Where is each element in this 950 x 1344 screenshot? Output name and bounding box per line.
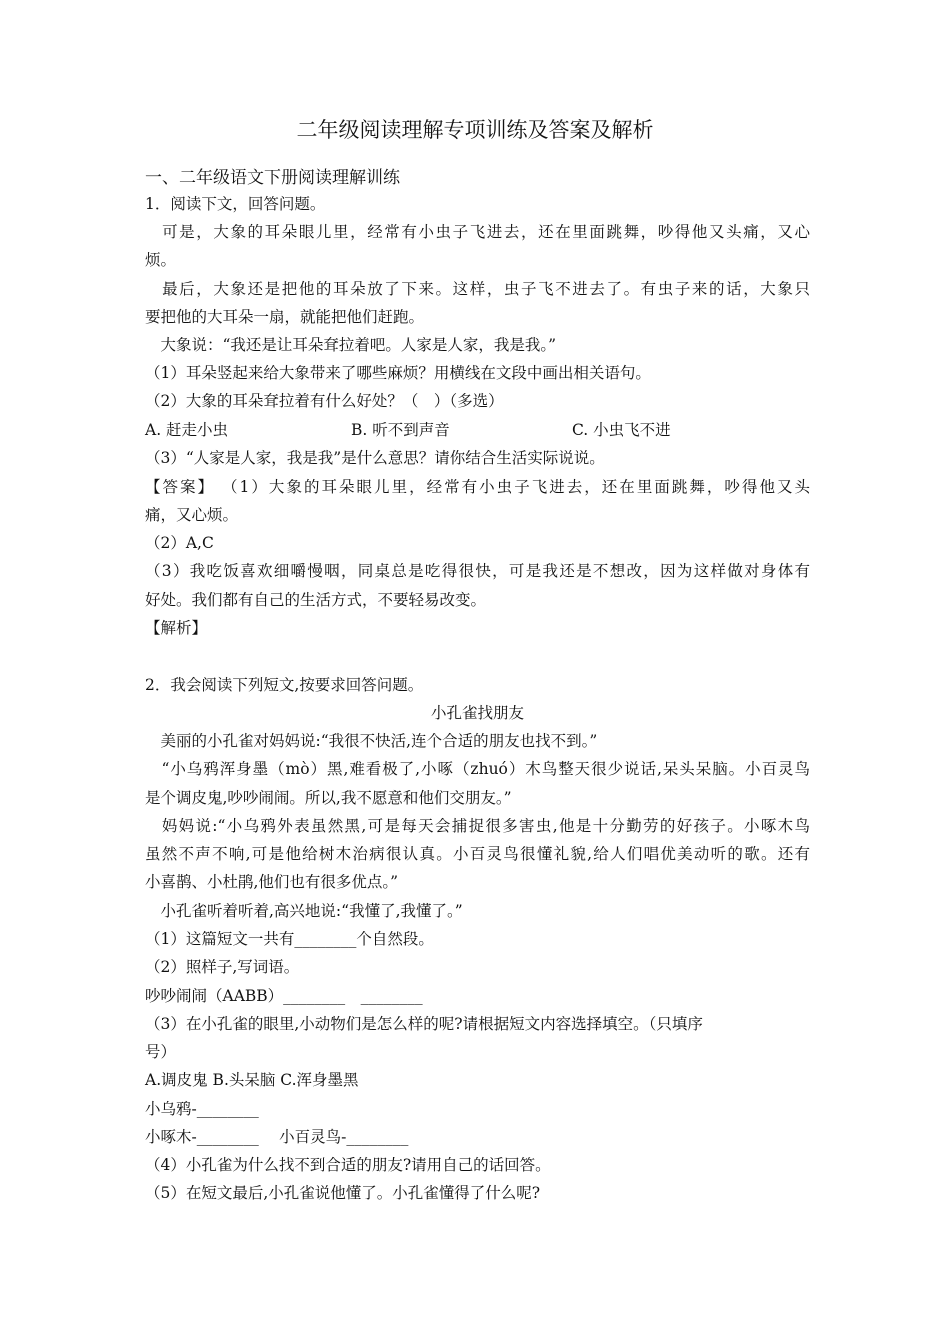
q2-sub4: （4）小孔雀为什么找不到合适的朋友?请用自己的话回答。 [145,1156,551,1174]
section-heading: 一、二年级语文下册阅读理解训练 [145,168,400,188]
q1-passage-p1-line1: 可是，大象的耳朵眼儿里，经常有小虫子飞进去，还在里面跳舞，吵得他又头痛，又心 [145,223,810,241]
q1-answer3-line2: 好处。我们都有自己的生活方式，不要轻易改变。 [145,591,487,609]
q2-story-line4: 小孔雀听着听着,高兴地说:“我懂了,我懂了。” [145,902,463,920]
q1-stem: 1．阅读下文，回答问题。 [145,195,326,213]
q2-sub5: （5）在短文最后,小孔雀说他懂了。小孔雀懂得了什么呢? [145,1184,541,1202]
q2-sub3-line2: 号） [145,1043,177,1061]
q2-story-line3c: 小喜鹊、小杜鹃,他们也有很多优点。” [145,873,399,891]
q2-fill-woodpecker-lark: 小啄木-________ 小百灵鸟-________ [145,1128,409,1146]
q1-passage-p2-line2: 要把他的大耳朵一扇，就能把他们赶跑。 [145,308,425,326]
q1-passage-p1-line2: 烦。 [145,251,177,269]
q2-story-line1: 美丽的小孔雀对妈妈说:“我很不快活,连个合适的朋友也找不到。” [145,732,598,750]
q1-option-b: B. 听不到声音 [351,421,450,439]
document-title: 二年级阅读理解专项训练及答案及解析 [296,118,654,142]
q2-story-line2b: 是个调皮鬼,吵吵闹闹。所以,我不愿意和他们交朋友。” [145,789,512,807]
q2-sub3-line1: （3）在小孔雀的眼里,小动物们是怎么样的呢?请根据短文内容选择填空。（只填序 [145,1015,703,1033]
q2-sub2: （2）照样子,写词语。 [145,958,300,976]
q1-answer-line2: 痛，又心烦。 [145,506,239,524]
q1-sub2: （2）大象的耳朵耷拉着有什么好处？（ ）（多选） [145,392,504,410]
q2-sub3-options: A.调皮鬼 B.头呆脑 C.浑身墨黑 [145,1071,359,1089]
q1-sub3: （3）“人家是人家，我是我”是什么意思？请你结合生活实际说说。 [145,449,605,467]
q1-answer-line1: 【答案】 （1）大象的耳朵眼儿里，经常有小虫子飞进去，还在里面跳舞，吵得他又头 [145,478,810,496]
q2-sub1: （1）这篇短文一共有________个自然段。 [145,930,434,948]
q1-passage-p3: 大象说：“我还是让耳朵耷拉着吧。人家是人家，我是我。” [145,336,557,354]
q2-story-line3a: 妈妈说:“小乌鸦外表虽然黑,可是每天会捕捉很多害虫,他是十分勤劳的好孩子。小啄木鸟 [145,817,810,835]
q1-analysis: 【解析】 [145,619,208,637]
q1-passage-p2-line1: 最后，大象还是把他的耳朵放了下来。这样，虫子飞不进去了。有虫子来的话，大象只 [145,280,810,298]
q1-answer2: （2）A,C [145,534,214,552]
q1-option-a: A. 赶走小虫 [145,421,229,439]
q1-answer3-line1: （3）我吃饭喜欢细嚼慢咽，同桌总是吃得很快，可是我还是不想改，因为这样做对身体有 [145,562,810,580]
q2-story-line3b: 虽然不声不响,可是他给树木治病很认真。小百灵鸟很懂礼貌,给人们唱优美动听的歌。还有 [145,845,810,863]
q2-story-line2a: “小乌鸦浑身墨（mò）黑,难看极了,小啄（zhuó）木鸟整天很少说话,呆头呆脑。小百灵鸟 [145,760,810,778]
q2-sub2-blanks: 吵吵闹闹（AABB）________ ________ [145,987,423,1005]
q2-stem: 2．我会阅读下列短文,按要求回答问题。 [145,676,424,694]
q1-option-c: C. 小虫飞不进 [572,421,671,439]
q1-sub1: （1）耳朵竖起来给大象带来了哪些麻烦？用横线在文段中画出相关语句。 [145,364,651,382]
q2-story-title: 小孔雀找朋友 [430,704,524,722]
q2-fill-crow: 小乌鸦-________ [145,1100,259,1118]
